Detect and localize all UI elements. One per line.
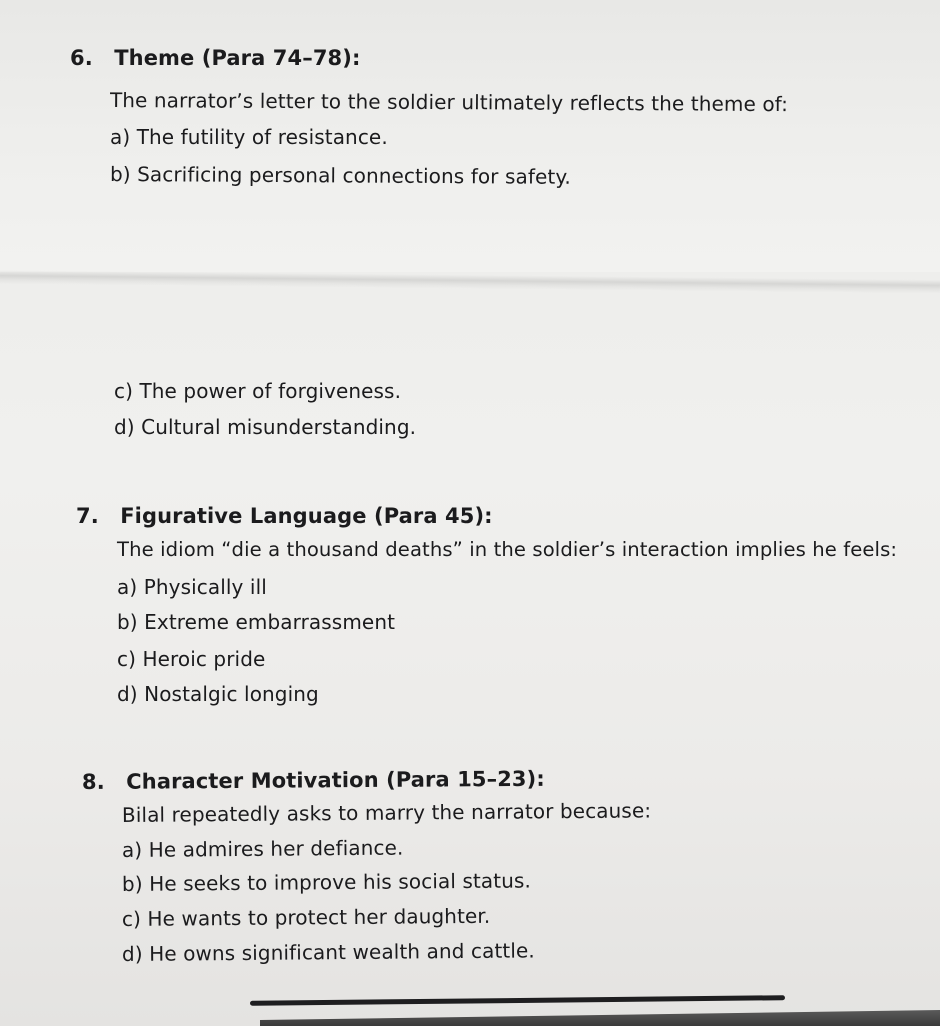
question-number: 8. — [81, 769, 105, 794]
question-8-option-d: d) He owns significant wealth and cattle. — [121, 938, 535, 966]
question-6-heading — [70, 46, 360, 70]
question-8-option-b: b) He seeks to improve his social status. — [121, 868, 532, 896]
question-8-heading — [82, 767, 545, 794]
question-7-heading — [76, 504, 493, 528]
question-7-option-b: b) Extreme embarrassment — [117, 610, 396, 634]
question-6-prompt: The narrator’s letter to the soldier ultimately reflects the theme of: — [109, 88, 789, 117]
screen-bottom-edge — [0, 1010, 940, 1026]
question-8-option-a: a) He admires her defiance. — [121, 835, 404, 862]
screen-seam-divider — [0, 270, 940, 294]
question-6-option-a: a) The futility of resistance. — [110, 125, 388, 149]
question-8-prompt: Bilal repeatedly asks to marry the narrator because: — [121, 798, 652, 827]
question-title: Figurative Language (Para 45): — [120, 504, 493, 528]
question-7-option-d: d) Nostalgic longing — [117, 682, 319, 706]
question-7-option-c: c) Heroic pride — [117, 647, 266, 671]
question-8-option-c: c) He wants to protect her daughter. — [121, 903, 491, 931]
question-6-option-c: c) The power of forgiveness. — [114, 379, 402, 403]
question-6-option-d: d) Cultural misunderstanding. — [114, 415, 417, 439]
question-title: Theme (Para 74–78): — [114, 46, 361, 70]
question-6-option-b: b) Sacrificing personal connections for safety. — [109, 162, 571, 189]
question-number: 7. — [76, 504, 99, 528]
question-7-option-a: a) Physically ill — [117, 575, 267, 599]
question-title: Character Motivation (Para 15–23): — [126, 766, 545, 794]
question-7-prompt: The idiom “die a thousand deaths” in the soldier’s interaction implies he feels: — [117, 538, 898, 561]
question-number: 6. — [70, 46, 93, 70]
screen-bottom-bezel-line — [250, 995, 785, 1006]
